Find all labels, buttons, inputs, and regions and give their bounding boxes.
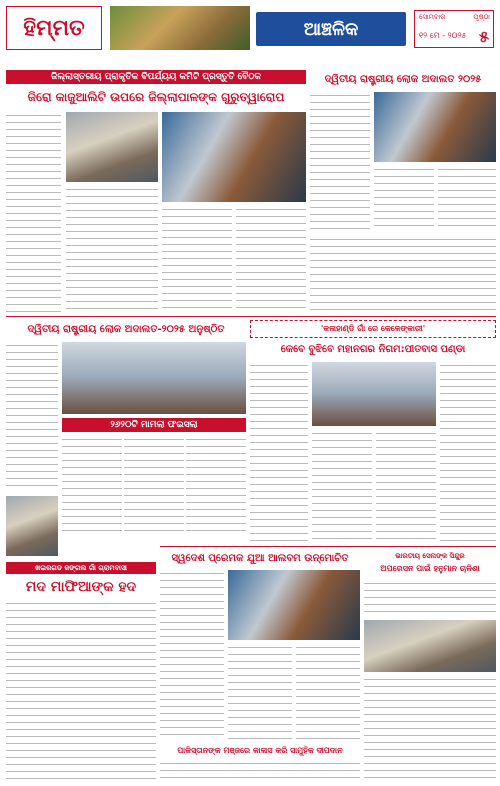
story7-lead xyxy=(364,580,496,616)
story2-photo xyxy=(374,92,496,162)
section-title: ଆଞ୍ଚଳିକ xyxy=(256,12,406,46)
story6-headline: ସ୍ୱଦେଶ ପ୍ରେମକ ଯୁଆ ଆଲବମ ଉନ୍ମୋଚିତ xyxy=(171,552,349,564)
story5-column-3 xyxy=(376,430,436,542)
story5-quote-box xyxy=(250,320,496,338)
story8-headline: ପାକିସ୍ତାନଙ୍କ ମଞ୍ଜରେ କାଳାସ କରି ସାମୁହିକ ଦୀପଦାନ xyxy=(177,746,343,755)
story4-photo xyxy=(6,496,58,556)
story2-headline: ଦ୍ୱିତୀୟ ରାଷ୍ଟ୍ରୀୟ ଲୋକ ଅଦାଲତ ୨୦୨୫ xyxy=(324,73,482,85)
story3-column-1 xyxy=(6,342,58,492)
story4-kicker: ଖଇରଗଡ ଜଙ୍ଗଲ ଗାଁ ଗ୍ରାମବାସୀ xyxy=(6,562,156,574)
story8-body xyxy=(160,760,360,782)
story1-photo xyxy=(66,112,158,182)
story1-headline: ଜିରୋ କାଜୁଆଲିଟି ଉପରେ ଜିଲ୍ଲାପାଳଙ୍କ ଗୁରୁତ୍ୱାରୋପ xyxy=(27,89,285,104)
story5-quote: 'କଳାହାଣ୍ଡି ଗାଁ ରେ କେଳେଙ୍କାରୀ' xyxy=(320,324,426,333)
masthead xyxy=(0,0,500,58)
story5-photo xyxy=(312,362,436,426)
story1-column-2 xyxy=(66,186,158,312)
story4-headline: ମଦ ମାଫିଆଙ୍କ ହଦ xyxy=(25,579,137,595)
story1-column-3 xyxy=(162,206,232,312)
story3-column-3 xyxy=(124,436,184,536)
story7-body xyxy=(364,676,496,780)
page-number: ୫ xyxy=(479,27,489,46)
story1-kicker: ଜିଲ୍ଲାସ୍ତରୀୟ ପ୍ରାକୃତିକ ବିପର୍ଯ୍ୟୟ କମିଟି ପ୍ରସ୍ତୁତି ବୈଠକ xyxy=(6,70,306,84)
story7-kicker: ଭାରତୀୟ ସେନାଙ୍କ ସିନ୍ଦୁର xyxy=(395,551,465,560)
story5-column-1 xyxy=(250,362,308,542)
story2-column-4 xyxy=(310,236,496,312)
story3-column-2 xyxy=(62,436,122,536)
weekday: ସୋମବାର xyxy=(419,13,446,21)
story1-column-1 xyxy=(6,112,61,312)
newspaper-logo: ହିମ୍ମତ xyxy=(6,6,102,50)
story1-column-4 xyxy=(236,206,306,312)
story5-column-4 xyxy=(440,362,496,542)
story6-column-2 xyxy=(228,644,292,740)
story1-meeting-photo xyxy=(162,112,306,202)
story2-column-1 xyxy=(310,92,370,232)
story6-photo xyxy=(228,570,360,640)
issue-date: ୧୨ ମେ - ୨୦୨୫ xyxy=(419,31,467,40)
story4-body xyxy=(6,600,156,780)
story5-column-2 xyxy=(312,430,372,542)
story7-headline: ଅପରେସନ ପାଇଁ ହନୁମାନ ଚାଳିଶା xyxy=(380,564,480,573)
story7-photo xyxy=(364,620,496,672)
story2-column-3 xyxy=(438,166,496,232)
story5-headline: କେବେ ବୁଝିବେ ମହାନଗର ନିଗମ:ପୀତବାସ ପଣ୍ଡା xyxy=(280,343,466,355)
story3-column-4 xyxy=(186,436,246,536)
story3-headline: ଦ୍ୱିତୀୟ ରାଷ୍ଟ୍ରୀୟ ଲୋକ ଅଦାଲତ-୨୦୨୫ ଅନୁଷ୍ଠିତ xyxy=(27,323,225,335)
story6-column-1 xyxy=(160,570,224,740)
story6-column-3 xyxy=(296,644,360,740)
story3-photo xyxy=(62,342,246,414)
date-box xyxy=(414,10,494,48)
page-label: ପୃଷ୍ଠା xyxy=(473,13,490,21)
story3-subhead: ୨୬୨୦ଟି ମାମଲା ଫଇସଲା xyxy=(62,418,246,432)
divider-2 xyxy=(160,546,496,547)
story2-column-2 xyxy=(374,166,434,232)
divider-1 xyxy=(6,316,496,317)
masthead-banner-image xyxy=(110,6,250,50)
